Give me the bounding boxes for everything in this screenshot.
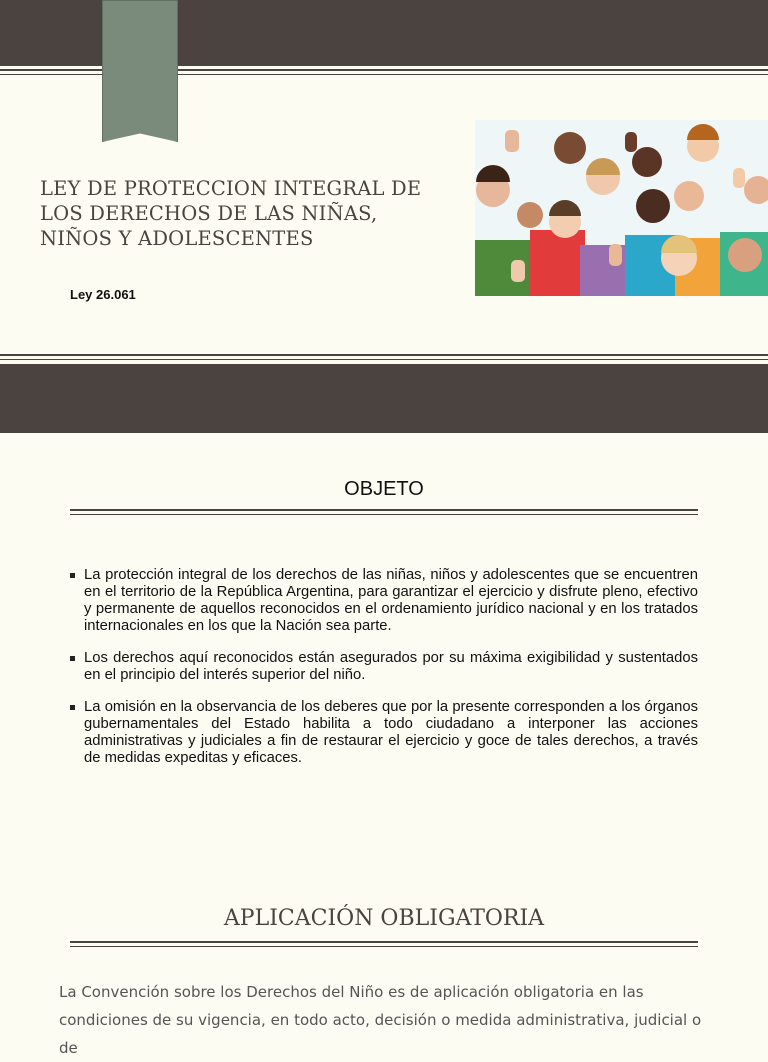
bullet-text: Los derechos aquí reconocidos están asegurados por su máxima exigibilidad y sustentados en el principio del interés superior del niño. — [84, 650, 698, 683]
slide1-bottom-rule-1 — [0, 354, 768, 356]
slide1-subtitle: Ley 26.061 — [70, 287, 136, 302]
bullet-item — [70, 699, 698, 767]
bookmark-ribbon — [102, 0, 178, 142]
bullet-square-icon — [70, 705, 75, 710]
children-photo-illustration — [475, 120, 768, 296]
objeto-rule-1 — [70, 509, 698, 511]
objeto-bullet-list — [70, 567, 698, 782]
slide1-title: LEY DE PROTECCION INTEGRAL DE LOS DERECHOS DE LAS NIÑAS, NIÑOS Y ADOLESCENTES — [40, 177, 422, 250]
children-photo — [475, 120, 768, 296]
slide1-bottom-rule-2 — [0, 359, 768, 360]
aplicacion-rule-1 — [70, 941, 698, 943]
bullet-text: La protección integral de los derechos de las niñas, niños y adolescentes que se encuentren en el territorio de la República Argentina, para garantizar el ejercicio y disfrute pleno, efectivo y permanente de aquellos reconocidos en el ordenamiento jurídico nacional y en los tratados internacionales en los que la Nación sea parte. — [84, 567, 698, 634]
bullet-item — [70, 567, 698, 635]
bullet-text: La omisión en la observancia de los deberes que por la presente corresponden a los órganos gubernamentales del Estado habilita a todo ciudadano a interponer las acciones administrativas y judiciales a fin de restaurar el ejercicio y goce de tales derechos, a través de medidas expeditas y eficaces. — [84, 699, 698, 766]
bullet-square-icon — [70, 656, 75, 661]
aplicacion-heading: APLICACIÓN OBLIGATORIA — [223, 906, 545, 931]
aplicacion-rule-2 — [70, 946, 698, 947]
objeto-rule-2 — [70, 514, 698, 515]
aplicacion-paragraph: La Convención sobre los Derechos del Niño es de aplicación obligatoria en las condiciones de su vigencia, en todo acto, decisión o medida administrativa, judicial o de — [59, 983, 702, 1057]
middle-band — [0, 364, 768, 433]
objeto-heading: OBJETO — [344, 478, 424, 500]
bullet-item — [70, 650, 698, 684]
bullet-square-icon — [70, 573, 75, 578]
